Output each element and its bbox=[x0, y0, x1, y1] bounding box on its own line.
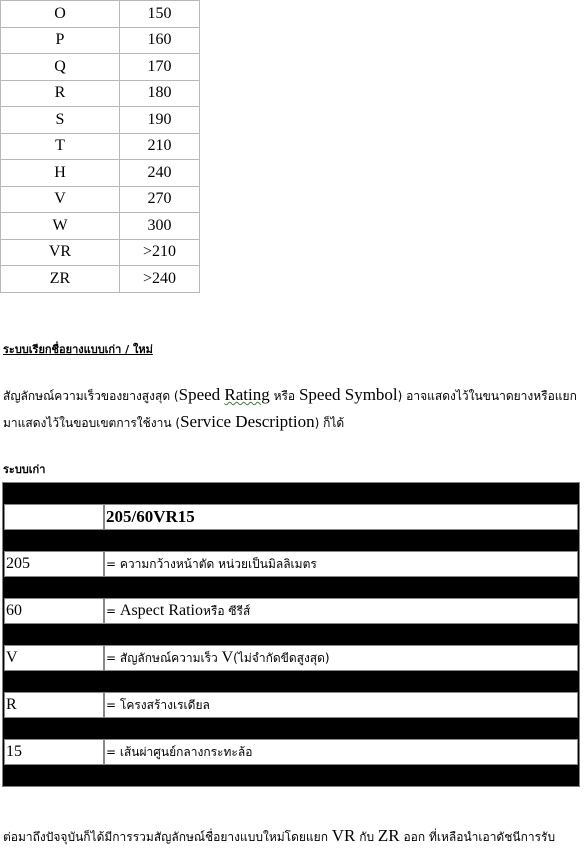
speed-row bbox=[1, 160, 200, 187]
desc-post: (ไม่จำกัดขีดสูงสุด) bbox=[233, 650, 330, 665]
paragraph-text: สัญลักษณ์ความเร็วของยางสูงสุด ( bbox=[3, 389, 179, 403]
speed-row bbox=[1, 239, 200, 266]
paragraph-text: ) อาจแสดงไว้ในขนาดยางหรือแยกมาแสดงไว้ในขอบเขตการใช้งาน ( bbox=[3, 389, 577, 430]
speed-value-cell: 300 bbox=[120, 213, 200, 240]
paragraph-term-rating: Rating bbox=[224, 385, 270, 404]
footer-text: กับ bbox=[355, 830, 378, 844]
tire-code-row bbox=[3, 598, 579, 624]
title-empty-cell bbox=[4, 504, 104, 530]
footer-term-zr: ZR bbox=[377, 826, 400, 845]
tire-code-table bbox=[2, 482, 580, 787]
speed-value-cell: 190 bbox=[120, 107, 200, 134]
tire-code-desc: = เส้นผ่าศูนย์กลางกระทะล้อ bbox=[104, 739, 578, 765]
black-separator-row bbox=[3, 624, 579, 645]
paragraph-term-symbol: Speed Symbol bbox=[298, 385, 398, 404]
black-separator-row bbox=[3, 671, 579, 692]
speed-rating-paragraph bbox=[3, 382, 581, 436]
tire-code-key: 205 bbox=[4, 551, 104, 577]
speed-symbol-cell: VR bbox=[1, 239, 120, 266]
desc-en: Aspect Ratio bbox=[119, 602, 203, 619]
black-separator-row bbox=[3, 530, 579, 551]
tire-code-desc: = ความกว้างหน้าตัด หน่วยเป็นมิลลิเมตร bbox=[104, 551, 578, 577]
speed-symbol-cell: P bbox=[1, 27, 120, 54]
speed-symbol-table bbox=[0, 0, 200, 293]
desc-en: V bbox=[221, 649, 234, 666]
speed-symbol-cell: V bbox=[1, 186, 120, 213]
black-separator-row bbox=[3, 718, 579, 739]
speed-row bbox=[1, 107, 200, 134]
speed-row bbox=[1, 213, 200, 240]
speed-symbol-cell: T bbox=[1, 133, 120, 160]
desc-post: หรือ ซีรีส์ bbox=[202, 603, 251, 618]
tire-code-key: V bbox=[4, 645, 104, 671]
speed-value-cell: 180 bbox=[120, 80, 200, 107]
speed-row bbox=[1, 133, 200, 160]
tire-code-row bbox=[3, 645, 579, 671]
paragraph-term-service: Service Description bbox=[180, 412, 315, 431]
black-separator-row bbox=[3, 765, 579, 786]
old-system-heading: ระบบเก่า bbox=[3, 463, 46, 476]
speed-row bbox=[1, 266, 200, 293]
paragraph-text: ) ก็ได้ bbox=[314, 416, 345, 430]
section-heading: ระบบเรียกชื่อยางแบบเก่า / ใหม่ bbox=[3, 343, 153, 356]
speed-row bbox=[1, 1, 200, 28]
speed-value-cell: 210 bbox=[120, 133, 200, 160]
footer-paragraph bbox=[3, 826, 581, 847]
tire-code-row bbox=[3, 739, 579, 765]
black-separator-row bbox=[3, 483, 579, 504]
tire-code-desc: = โครงสร้างเรเดียล bbox=[104, 692, 578, 718]
speed-row bbox=[1, 27, 200, 54]
speed-symbol-cell: S bbox=[1, 107, 120, 134]
speed-value-cell: >240 bbox=[120, 266, 200, 293]
tire-code-row bbox=[3, 692, 579, 718]
tire-code-key: 60 bbox=[4, 598, 104, 624]
footer-text: ออก ที่เหลือนำเอาดัชนีการรับ bbox=[399, 830, 556, 844]
tire-code-title-row bbox=[3, 504, 579, 530]
desc-pre: = bbox=[106, 604, 117, 618]
speed-value-cell: 160 bbox=[120, 27, 200, 54]
speed-value-cell: 270 bbox=[120, 186, 200, 213]
speed-value-cell: 170 bbox=[120, 54, 200, 81]
speed-symbol-table-body bbox=[1, 1, 200, 293]
speed-symbol-cell: O bbox=[1, 1, 120, 28]
speed-symbol-cell: H bbox=[1, 160, 120, 187]
footer-text: ต่อมาถึงปัจจุบันก็ได้มีการรวมสัญลักษณ์ชื่อยางแบบใหม่โดยแยก bbox=[3, 830, 332, 844]
speed-value-cell: >210 bbox=[120, 239, 200, 266]
speed-value-cell: 240 bbox=[120, 160, 200, 187]
speed-row bbox=[1, 54, 200, 81]
speed-row bbox=[1, 80, 200, 107]
tire-code-desc bbox=[104, 645, 578, 671]
speed-symbol-cell: ZR bbox=[1, 266, 120, 293]
tire-code-desc bbox=[104, 598, 578, 624]
desc-pre: = สัญลักษณ์ความเร็ว bbox=[106, 650, 218, 665]
speed-symbol-cell: Q bbox=[1, 54, 120, 81]
speed-row bbox=[1, 186, 200, 213]
paragraph-term: Speed bbox=[178, 385, 225, 404]
tire-code-row bbox=[3, 551, 579, 577]
speed-symbol-cell: W bbox=[1, 213, 120, 240]
tire-code-title: 205/60VR15 bbox=[104, 504, 578, 530]
black-separator-row bbox=[3, 577, 579, 598]
tire-code-key: 15 bbox=[4, 739, 104, 765]
speed-symbol-cell: R bbox=[1, 80, 120, 107]
tire-code-key: R bbox=[4, 692, 104, 718]
speed-value-cell: 150 bbox=[120, 1, 200, 28]
footer-term-vr: VR bbox=[331, 826, 356, 845]
paragraph-text: หรือ bbox=[269, 389, 299, 403]
